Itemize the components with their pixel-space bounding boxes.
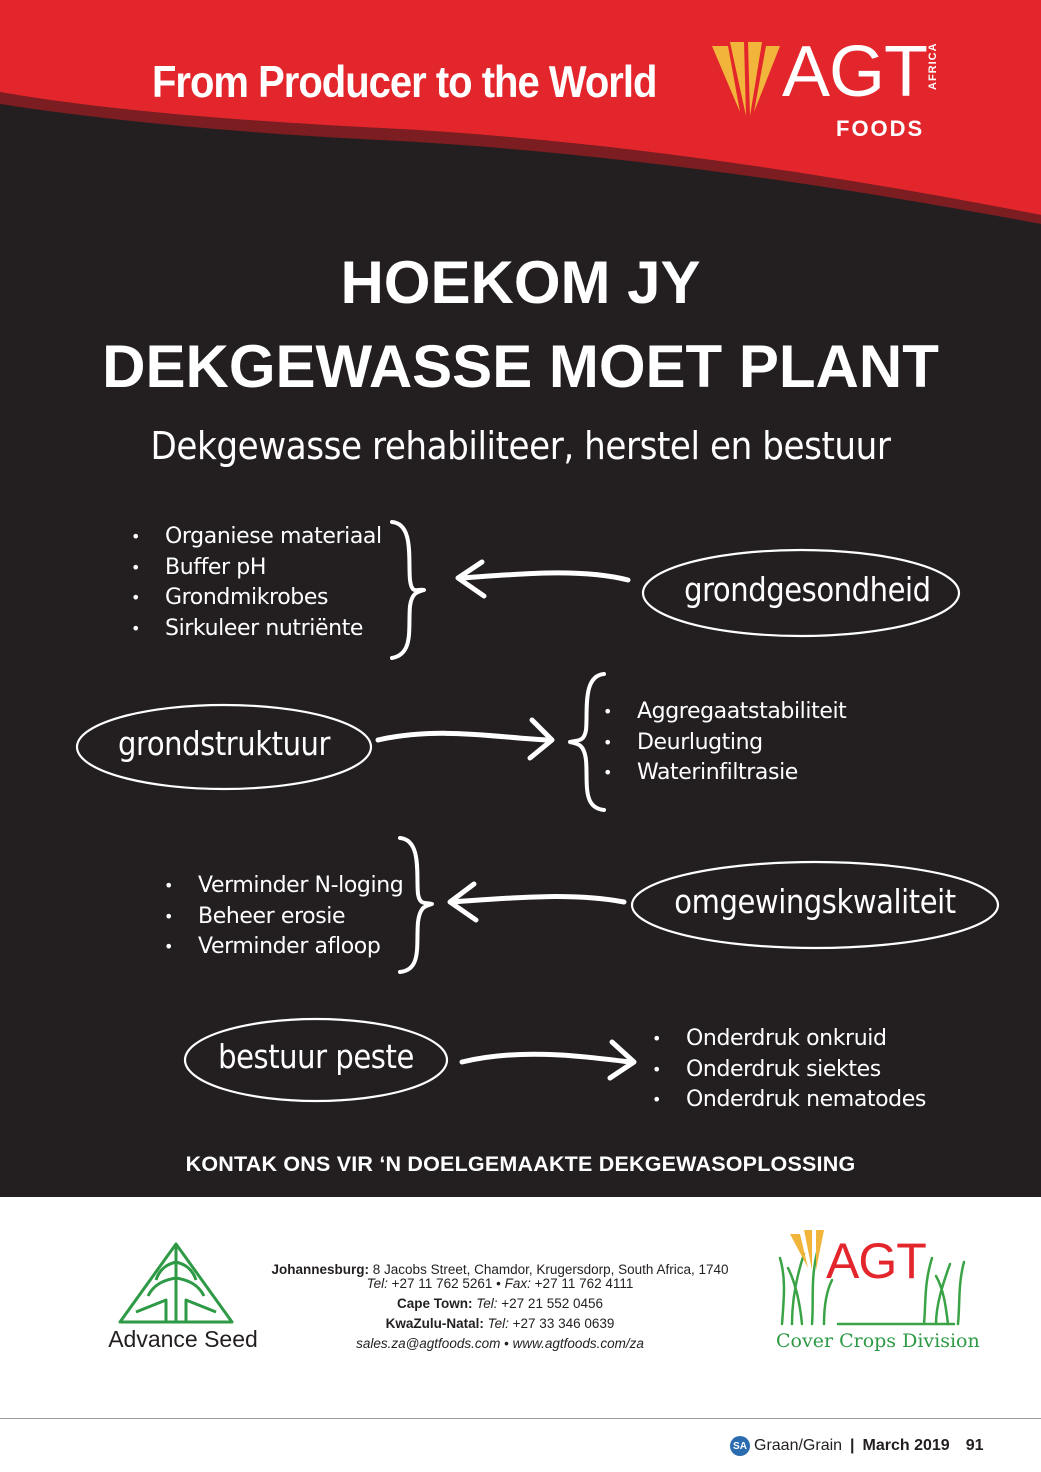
list-item: • Waterinfiltrasie [603, 758, 846, 789]
contact-jhb-fax: +27 11 762 4111 [534, 1276, 634, 1291]
contact-email[interactable]: sales.za@agtfoods.com [356, 1336, 501, 1351]
contact-fax-label: Fax: [504, 1276, 531, 1291]
page-footer [730, 1436, 984, 1456]
brace-2 [570, 674, 604, 810]
contact-website[interactable]: www.agtfoods.com/za [512, 1336, 644, 1351]
list-item: • Onderdruk nematodes [652, 1085, 926, 1116]
contact-cpt-label: Cape Town: [396, 1296, 473, 1311]
list-item: • Deurlugting [603, 728, 846, 759]
benefit-list-bestuur-peste [652, 1024, 926, 1116]
brace-1 [392, 522, 424, 658]
contact-tel-label: Tel: [366, 1276, 388, 1291]
contact-jhb-phones: Tel: +27 11 762 5261 • Fax: +27 11 762 4111 [366, 1276, 634, 1291]
benefit-list-omgewingskwaliteit [164, 871, 403, 963]
subheadline: Dekgewasse rehabiliteer, herstel en bestuur [150, 424, 891, 468]
contact-kwazulu-natal [230, 1314, 770, 1334]
footer-rule [0, 1418, 1041, 1419]
list-item: • Onderdruk siektes [652, 1055, 926, 1086]
cover-crops-division: Cover Crops Division [776, 1330, 980, 1352]
contact-jhb-tel: +27 11 762 5261 [391, 1276, 493, 1291]
slogan: From Producer to the World [152, 58, 657, 108]
list-item: • Buffer pH [131, 553, 382, 584]
contact-tel-label: Tel: [476, 1296, 498, 1311]
advance-seed-name: Advance Seed [108, 1326, 258, 1352]
contact-jhb-address: 8 Jacobs Street, Chamdor, Krugersdorp, South Africa, 1740 [372, 1262, 729, 1277]
benefit-list-grondstruktuur [603, 697, 846, 789]
sa-grain-icon: SA [730, 1436, 750, 1456]
agt-logo-africa: AFRICA [927, 42, 939, 90]
agt-cover-logo-text: AGT [826, 1233, 926, 1289]
page-number: 91 [965, 1437, 984, 1454]
list-item: • Sirkuleer nutriënte [131, 614, 382, 645]
agt-logo-foods: FOODS [836, 116, 925, 141]
list-item: • Verminder afloop [164, 932, 403, 963]
benefit-list-grondgesondheid [131, 522, 382, 645]
benefit-label-grondstruktuur: grondstruktuur [118, 724, 330, 763]
benefit-label-grondgesondheid: grondgesondheid [684, 570, 931, 609]
list-item: • Beheer erosie [164, 902, 403, 933]
list-item: • Onderdruk onkruid [652, 1024, 926, 1055]
publication-name: Graan/Grain [754, 1437, 843, 1454]
headline-line-2: DEKGEWASSE MOET PLANT [102, 333, 939, 400]
arrow-3 [450, 884, 624, 920]
issue-date: March 2019 [862, 1437, 950, 1454]
agt-logo-text: AGT [782, 32, 928, 112]
contact-kzn-label: KwaZulu-Natal: [385, 1316, 484, 1331]
benefit-label-omgewingskwaliteit: omgewingskwaliteit [674, 882, 956, 921]
call-to-action: KONTAK ONS VIR ‘N DOELGEMAAKTE DEKGEWASOPLOSSING [185, 1152, 856, 1176]
list-item: • Grondmikrobes [131, 583, 382, 614]
contact-details [230, 1260, 770, 1354]
contact-kzn-tel: +27 33 346 0639 [512, 1316, 615, 1331]
arrow-2 [378, 720, 552, 758]
contact-cpt-tel: +27 21 552 0456 [501, 1296, 604, 1311]
contact-tel-label: Tel: [487, 1316, 509, 1331]
arrow-4 [462, 1042, 634, 1078]
brace-3 [400, 838, 432, 972]
benefit-label-bestuur-peste: bestuur peste [218, 1037, 414, 1076]
contact-jhb-label: Johannesburg: [271, 1262, 370, 1277]
list-item: • Aggregaatstabiliteit [603, 697, 846, 728]
list-item: • Organiese materiaal [131, 522, 382, 553]
footer-separator: | [850, 1437, 855, 1454]
arrow-1 [458, 562, 628, 596]
headline-line-1: HOEKOM JY [340, 249, 701, 316]
contact-online: sales.za@agtfoods.com • www.agtfoods.com/za [356, 1336, 644, 1351]
list-item: • Verminder N-loging [164, 871, 403, 902]
contact-cape-town [230, 1294, 770, 1314]
